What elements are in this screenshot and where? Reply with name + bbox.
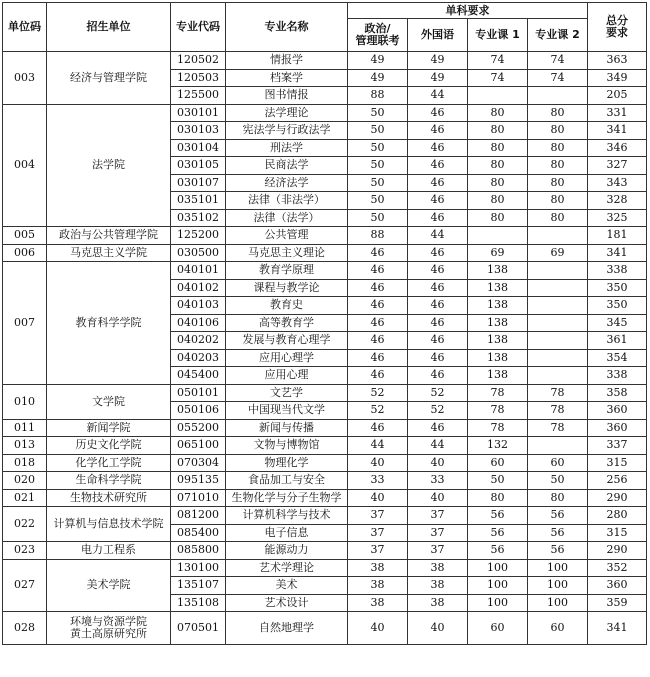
course-2-score-cell: 56 (528, 542, 588, 560)
politics-score-cell: 50 (348, 104, 408, 122)
total-score-cell: 343 (588, 174, 647, 192)
major-code-cell: 130100 (171, 559, 226, 577)
unit-name-cell: 政治与公共管理学院 (47, 227, 171, 245)
politics-score-cell: 50 (348, 139, 408, 157)
course-1-score-cell: 80 (468, 209, 528, 227)
major-code-cell: 030105 (171, 157, 226, 175)
foreign-language-score-cell: 38 (408, 577, 468, 595)
total-score-cell: 352 (588, 559, 647, 577)
table-row (3, 437, 647, 455)
unit-code-cell: 020 (3, 472, 47, 490)
course-1-score-cell: 80 (468, 192, 528, 210)
major-code-cell: 030500 (171, 244, 226, 262)
major-name-cell: 艺术学理论 (226, 559, 348, 577)
major-name-cell: 艺术设计 (226, 594, 348, 612)
course-1-score-cell: 78 (468, 402, 528, 420)
course-2-score-cell: 80 (528, 139, 588, 157)
table-row (3, 559, 647, 577)
table-row (3, 472, 647, 490)
unit-code-cell: 004 (3, 104, 47, 227)
course-2-score-cell: 69 (528, 244, 588, 262)
header-major-code: 专业代码 (171, 3, 226, 52)
foreign-language-score-cell: 38 (408, 559, 468, 577)
major-name-cell: 民商法学 (226, 157, 348, 175)
politics-score-cell: 50 (348, 122, 408, 140)
table-row (3, 454, 647, 472)
politics-score-cell: 38 (348, 559, 408, 577)
course-1-score-cell (468, 227, 528, 245)
foreign-language-score-cell: 46 (408, 192, 468, 210)
unit-code-cell: 007 (3, 262, 47, 385)
foreign-language-score-cell: 37 (408, 542, 468, 560)
foreign-language-score-cell: 52 (408, 402, 468, 420)
header-single-subject: 单科要求 (348, 3, 588, 19)
table-row (3, 104, 647, 122)
major-code-cell: 035102 (171, 209, 226, 227)
course-1-score-cell: 80 (468, 139, 528, 157)
course-2-score-cell (528, 314, 588, 332)
course-1-score-cell: 60 (468, 454, 528, 472)
unit-code-cell: 010 (3, 384, 47, 419)
major-name-cell: 情报学 (226, 52, 348, 70)
politics-score-cell: 37 (348, 507, 408, 525)
course-1-score-cell: 138 (468, 297, 528, 315)
course-1-score-cell: 80 (468, 157, 528, 175)
total-score-cell: 361 (588, 332, 647, 350)
table-row (3, 244, 647, 262)
politics-score-cell: 46 (348, 297, 408, 315)
major-code-cell: 030101 (171, 104, 226, 122)
course-2-score-cell: 60 (528, 454, 588, 472)
major-name-cell: 马克思主义理论 (226, 244, 348, 262)
major-name-cell: 档案学 (226, 69, 348, 87)
politics-score-cell: 50 (348, 209, 408, 227)
course-1-score-cell: 78 (468, 384, 528, 402)
total-score-cell: 315 (588, 454, 647, 472)
course-1-score-cell: 138 (468, 314, 528, 332)
unit-name-cell: 电力工程系 (47, 542, 171, 560)
total-score-cell: 325 (588, 209, 647, 227)
table-row (3, 384, 647, 402)
course-2-score-cell: 80 (528, 192, 588, 210)
score-table-container (2, 2, 647, 645)
foreign-language-score-cell: 52 (408, 384, 468, 402)
major-name-cell: 法律（法学） (226, 209, 348, 227)
table-header (3, 3, 647, 52)
foreign-language-score-cell: 46 (408, 209, 468, 227)
major-name-cell: 法学理论 (226, 104, 348, 122)
unit-code-cell: 003 (3, 52, 47, 105)
politics-score-cell: 38 (348, 594, 408, 612)
major-code-cell: 070304 (171, 454, 226, 472)
course-2-score-cell: 80 (528, 489, 588, 507)
major-code-cell: 125500 (171, 87, 226, 105)
table-body (3, 52, 647, 645)
major-name-cell: 高等教育学 (226, 314, 348, 332)
table-row (3, 419, 647, 437)
foreign-language-score-cell: 44 (408, 87, 468, 105)
unit-name-cell: 文学院 (47, 384, 171, 419)
total-score-cell: 327 (588, 157, 647, 175)
unit-name-cell: 生物技术研究所 (47, 489, 171, 507)
total-score-cell: 331 (588, 104, 647, 122)
header-foreign-language: 外国语 (408, 19, 468, 52)
major-name-cell: 文艺学 (226, 384, 348, 402)
unit-name-cell: 历史文化学院 (47, 437, 171, 455)
table-row (3, 52, 647, 70)
course-1-score-cell: 80 (468, 174, 528, 192)
foreign-language-score-cell: 38 (408, 594, 468, 612)
total-score-cell: 359 (588, 594, 647, 612)
politics-score-cell: 40 (348, 489, 408, 507)
politics-score-cell: 46 (348, 349, 408, 367)
politics-score-cell: 50 (348, 157, 408, 175)
total-score-cell: 350 (588, 279, 647, 297)
course-1-score-cell: 56 (468, 524, 528, 542)
total-score-cell: 360 (588, 402, 647, 420)
course-2-score-cell: 80 (528, 122, 588, 140)
foreign-language-score-cell: 46 (408, 122, 468, 140)
table-row (3, 507, 647, 525)
politics-score-cell: 52 (348, 384, 408, 402)
major-code-cell: 125200 (171, 227, 226, 245)
course-2-score-cell (528, 349, 588, 367)
major-name-cell: 电子信息 (226, 524, 348, 542)
major-code-cell: 120503 (171, 69, 226, 87)
major-code-cell: 045400 (171, 367, 226, 385)
course-2-score-cell (528, 437, 588, 455)
course-1-score-cell: 138 (468, 279, 528, 297)
total-score-cell: 341 (588, 244, 647, 262)
unit-code-cell: 027 (3, 559, 47, 612)
major-name-cell: 刑法学 (226, 139, 348, 157)
politics-score-cell: 46 (348, 419, 408, 437)
unit-code-cell: 023 (3, 542, 47, 560)
politics-score-cell: 38 (348, 577, 408, 595)
total-score-cell: 354 (588, 349, 647, 367)
unit-name-cell: 法学院 (47, 104, 171, 227)
major-name-cell: 计算机科学与技术 (226, 507, 348, 525)
unit-name-cell: 环境与资源学院 黄土高原研究所 (47, 612, 171, 645)
major-code-cell: 070501 (171, 612, 226, 645)
foreign-language-score-cell: 46 (408, 419, 468, 437)
course-1-score-cell: 74 (468, 52, 528, 70)
course-2-score-cell: 80 (528, 174, 588, 192)
politics-score-cell: 40 (348, 612, 408, 645)
major-name-cell: 宪法学与行政法学 (226, 122, 348, 140)
foreign-language-score-cell: 37 (408, 524, 468, 542)
course-1-score-cell: 69 (468, 244, 528, 262)
major-code-cell: 050101 (171, 384, 226, 402)
major-code-cell: 040202 (171, 332, 226, 350)
major-name-cell: 美术 (226, 577, 348, 595)
major-name-cell: 文物与博物馆 (226, 437, 348, 455)
total-score-cell: 341 (588, 612, 647, 645)
major-name-cell: 能源动力 (226, 542, 348, 560)
unit-code-cell: 022 (3, 507, 47, 542)
total-score-cell: 205 (588, 87, 647, 105)
course-2-score-cell: 100 (528, 577, 588, 595)
unit-name-cell: 经济与管理学院 (47, 52, 171, 105)
politics-score-cell: 52 (348, 402, 408, 420)
foreign-language-score-cell: 46 (408, 104, 468, 122)
major-code-cell: 040106 (171, 314, 226, 332)
total-score-cell: 328 (588, 192, 647, 210)
major-name-cell: 中国现当代文学 (226, 402, 348, 420)
table-row (3, 489, 647, 507)
total-score-cell: 358 (588, 384, 647, 402)
politics-score-cell: 44 (348, 437, 408, 455)
course-1-score-cell: 74 (468, 69, 528, 87)
header-total: 总分 要求 (588, 3, 647, 52)
total-score-cell: 360 (588, 577, 647, 595)
major-name-cell: 法律（非法学） (226, 192, 348, 210)
major-name-cell: 应用心理 (226, 367, 348, 385)
politics-score-cell: 33 (348, 472, 408, 490)
unit-code-cell: 005 (3, 227, 47, 245)
total-score-cell: 350 (588, 297, 647, 315)
major-code-cell: 040102 (171, 279, 226, 297)
major-code-cell: 085800 (171, 542, 226, 560)
course-2-score-cell (528, 87, 588, 105)
foreign-language-score-cell: 33 (408, 472, 468, 490)
foreign-language-score-cell: 44 (408, 227, 468, 245)
course-1-score-cell: 80 (468, 104, 528, 122)
major-code-cell: 030103 (171, 122, 226, 140)
course-2-score-cell: 100 (528, 559, 588, 577)
major-code-cell: 085400 (171, 524, 226, 542)
course-1-score-cell: 138 (468, 367, 528, 385)
foreign-language-score-cell: 46 (408, 244, 468, 262)
major-code-cell: 135108 (171, 594, 226, 612)
course-1-score-cell: 100 (468, 594, 528, 612)
total-score-cell: 256 (588, 472, 647, 490)
politics-score-cell: 46 (348, 314, 408, 332)
course-1-score-cell: 138 (468, 262, 528, 280)
total-score-cell: 290 (588, 542, 647, 560)
course-2-score-cell: 50 (528, 472, 588, 490)
major-name-cell: 生物化学与分子生物学 (226, 489, 348, 507)
unit-name-cell: 新闻学院 (47, 419, 171, 437)
major-name-cell: 教育史 (226, 297, 348, 315)
course-1-score-cell: 80 (468, 489, 528, 507)
course-2-score-cell: 80 (528, 157, 588, 175)
course-2-score-cell (528, 279, 588, 297)
major-name-cell: 公共管理 (226, 227, 348, 245)
header-politics: 政治/ 管理联考 (348, 19, 408, 52)
unit-code-cell: 013 (3, 437, 47, 455)
header-course-2: 专业课 2 (528, 19, 588, 52)
politics-score-cell: 46 (348, 262, 408, 280)
unit-code-cell: 011 (3, 419, 47, 437)
course-2-score-cell: 78 (528, 402, 588, 420)
course-1-score-cell: 50 (468, 472, 528, 490)
unit-name-cell: 美术学院 (47, 559, 171, 612)
major-name-cell: 发展与教育心理学 (226, 332, 348, 350)
politics-score-cell: 37 (348, 524, 408, 542)
foreign-language-score-cell: 46 (408, 314, 468, 332)
course-2-score-cell: 100 (528, 594, 588, 612)
major-name-cell: 食品加工与安全 (226, 472, 348, 490)
table-row (3, 612, 647, 645)
course-2-score-cell: 80 (528, 209, 588, 227)
total-score-cell: 338 (588, 367, 647, 385)
total-score-cell: 181 (588, 227, 647, 245)
course-1-score-cell: 100 (468, 577, 528, 595)
major-code-cell: 040203 (171, 349, 226, 367)
politics-score-cell: 40 (348, 454, 408, 472)
header-course-1: 专业课 1 (468, 19, 528, 52)
total-score-cell: 280 (588, 507, 647, 525)
course-1-score-cell: 100 (468, 559, 528, 577)
major-name-cell: 教育学原理 (226, 262, 348, 280)
major-code-cell: 035101 (171, 192, 226, 210)
foreign-language-score-cell: 46 (408, 367, 468, 385)
total-score-cell: 360 (588, 419, 647, 437)
major-code-cell: 081200 (171, 507, 226, 525)
politics-score-cell: 49 (348, 69, 408, 87)
course-1-score-cell: 78 (468, 419, 528, 437)
major-name-cell: 课程与教学论 (226, 279, 348, 297)
course-1-score-cell (468, 87, 528, 105)
foreign-language-score-cell: 49 (408, 52, 468, 70)
header-major-name: 专业名称 (226, 3, 348, 52)
major-name-cell: 图书情报 (226, 87, 348, 105)
major-name-cell: 物理化学 (226, 454, 348, 472)
table-row (3, 227, 647, 245)
total-score-cell: 341 (588, 122, 647, 140)
foreign-language-score-cell: 46 (408, 157, 468, 175)
course-1-score-cell: 56 (468, 542, 528, 560)
total-score-cell: 349 (588, 69, 647, 87)
course-2-score-cell: 56 (528, 524, 588, 542)
foreign-language-score-cell: 49 (408, 69, 468, 87)
foreign-language-score-cell: 46 (408, 297, 468, 315)
major-name-cell: 应用心理学 (226, 349, 348, 367)
unit-code-cell: 021 (3, 489, 47, 507)
major-name-cell: 新闻与传播 (226, 419, 348, 437)
major-name-cell: 经济法学 (226, 174, 348, 192)
unit-name-cell: 计算机与信息技术学院 (47, 507, 171, 542)
table-row (3, 542, 647, 560)
total-score-cell: 315 (588, 524, 647, 542)
major-code-cell: 071010 (171, 489, 226, 507)
politics-score-cell: 46 (348, 244, 408, 262)
course-1-score-cell: 132 (468, 437, 528, 455)
foreign-language-score-cell: 37 (408, 507, 468, 525)
major-code-cell: 030104 (171, 139, 226, 157)
course-2-score-cell: 80 (528, 104, 588, 122)
course-1-score-cell: 138 (468, 332, 528, 350)
politics-score-cell: 49 (348, 52, 408, 70)
unit-code-cell: 018 (3, 454, 47, 472)
course-1-score-cell: 138 (468, 349, 528, 367)
politics-score-cell: 46 (348, 332, 408, 350)
foreign-language-score-cell: 46 (408, 139, 468, 157)
foreign-language-score-cell: 40 (408, 489, 468, 507)
score-requirements-table (2, 2, 647, 645)
course-1-score-cell: 60 (468, 612, 528, 645)
total-score-cell: 345 (588, 314, 647, 332)
major-code-cell: 095135 (171, 472, 226, 490)
course-2-score-cell (528, 332, 588, 350)
unit-name-cell: 马克思主义学院 (47, 244, 171, 262)
header-unit-code: 单位码 (3, 3, 47, 52)
foreign-language-score-cell: 40 (408, 612, 468, 645)
course-2-score-cell (528, 367, 588, 385)
unit-name-cell: 生命科学学院 (47, 472, 171, 490)
total-score-cell: 363 (588, 52, 647, 70)
total-score-cell: 346 (588, 139, 647, 157)
politics-score-cell: 88 (348, 227, 408, 245)
foreign-language-score-cell: 40 (408, 454, 468, 472)
major-code-cell: 120502 (171, 52, 226, 70)
major-code-cell: 050106 (171, 402, 226, 420)
foreign-language-score-cell: 46 (408, 332, 468, 350)
total-score-cell: 338 (588, 262, 647, 280)
course-2-score-cell (528, 227, 588, 245)
table-row (3, 262, 647, 280)
major-code-cell: 030107 (171, 174, 226, 192)
course-1-score-cell: 80 (468, 122, 528, 140)
foreign-language-score-cell: 44 (408, 437, 468, 455)
politics-score-cell: 50 (348, 192, 408, 210)
course-2-score-cell: 56 (528, 507, 588, 525)
foreign-language-score-cell: 46 (408, 262, 468, 280)
foreign-language-score-cell: 46 (408, 349, 468, 367)
course-2-score-cell (528, 297, 588, 315)
course-2-score-cell: 60 (528, 612, 588, 645)
unit-name-cell: 化学化工学院 (47, 454, 171, 472)
foreign-language-score-cell: 46 (408, 279, 468, 297)
header-unit-name: 招生单位 (47, 3, 171, 52)
course-2-score-cell (528, 262, 588, 280)
politics-score-cell: 37 (348, 542, 408, 560)
politics-score-cell: 50 (348, 174, 408, 192)
course-2-score-cell: 74 (528, 52, 588, 70)
major-code-cell: 065100 (171, 437, 226, 455)
major-code-cell: 040101 (171, 262, 226, 280)
total-score-cell: 337 (588, 437, 647, 455)
politics-score-cell: 46 (348, 279, 408, 297)
politics-score-cell: 88 (348, 87, 408, 105)
course-2-score-cell: 74 (528, 69, 588, 87)
unit-name-cell: 教育科学学院 (47, 262, 171, 385)
unit-code-cell: 006 (3, 244, 47, 262)
major-code-cell: 040103 (171, 297, 226, 315)
foreign-language-score-cell: 46 (408, 174, 468, 192)
major-code-cell: 135107 (171, 577, 226, 595)
course-2-score-cell: 78 (528, 384, 588, 402)
politics-score-cell: 46 (348, 367, 408, 385)
major-code-cell: 055200 (171, 419, 226, 437)
major-name-cell: 自然地理学 (226, 612, 348, 645)
unit-code-cell: 028 (3, 612, 47, 645)
total-score-cell: 290 (588, 489, 647, 507)
course-1-score-cell: 56 (468, 507, 528, 525)
course-2-score-cell: 78 (528, 419, 588, 437)
